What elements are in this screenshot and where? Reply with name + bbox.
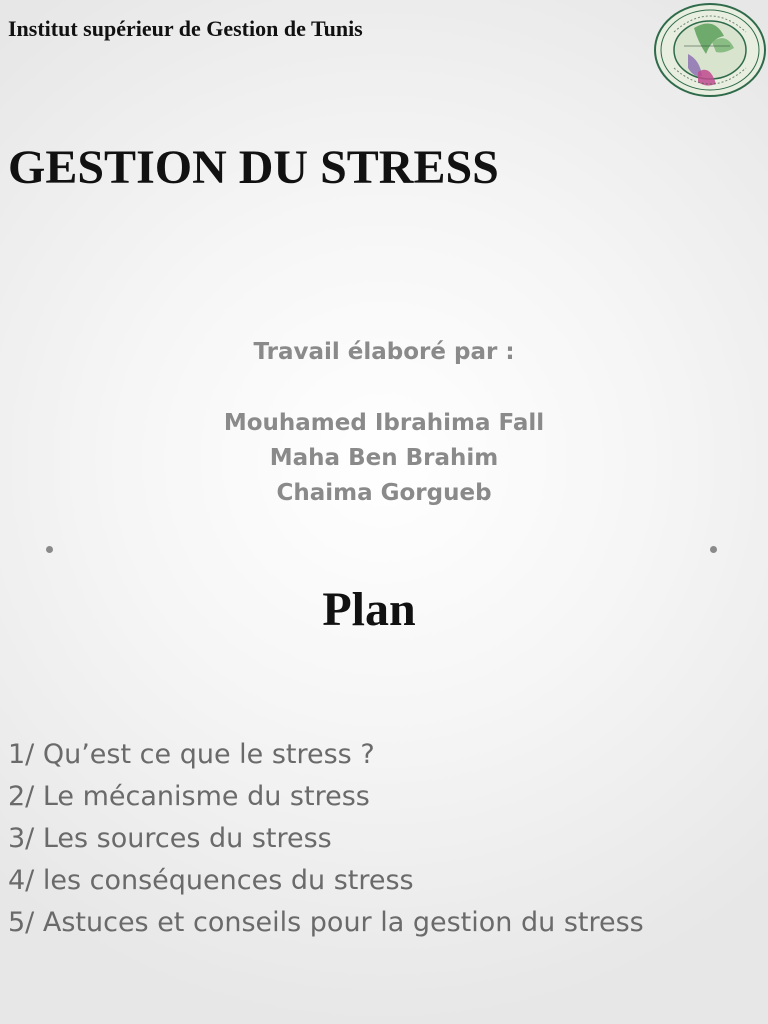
plan-item: 4/ les conséquences du stress xyxy=(8,865,414,896)
author-name: Maha Ben Brahim xyxy=(269,445,499,471)
bullet-dot-icon xyxy=(710,546,717,553)
author-name: Chaima Gorgueb xyxy=(276,480,492,506)
plan-item: 3/ Les sources du stress xyxy=(8,823,332,854)
institution-name: Institut supérieur de Gestion de Tunis xyxy=(8,16,363,41)
authors-intro: Travail élaboré par : xyxy=(253,339,515,365)
institution-seal-logo xyxy=(654,2,766,98)
plan-item: 2/ Le mécanisme du stress xyxy=(8,781,370,812)
plan-list xyxy=(8,734,644,944)
authors-block xyxy=(0,336,768,511)
main-title: GESTION DU STRESS xyxy=(8,141,499,194)
author-name: Mouhamed Ibrahima Fall xyxy=(223,410,545,436)
plan-item: 5/ Astuces et conseils pour la gestion du stress xyxy=(8,907,644,938)
plan-title: Plan xyxy=(322,583,416,636)
plan-item: 1/ Qu’est ce que le stress ? xyxy=(8,739,375,770)
bullet-dot-icon xyxy=(46,546,53,553)
slide-plan xyxy=(0,512,768,1024)
